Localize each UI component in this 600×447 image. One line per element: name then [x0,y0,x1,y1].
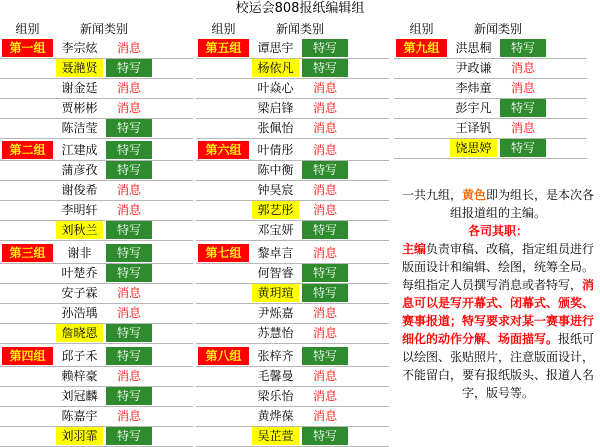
feature-type-cell[interactable]: 特写 [106,387,152,405]
feature-type-cell[interactable]: 特写 [106,324,152,342]
group-label[interactable]: 第一组 [2,39,53,57]
notes-duties-title: 各司其职： [467,224,528,238]
table-row[interactable] [196,386,389,407]
leader-name-cell[interactable]: 詹晓恩 [56,324,103,342]
member-name-cell[interactable]: 李炜童 [455,81,492,95]
feature-type-cell[interactable]: 特写 [106,427,152,445]
feature-type-cell[interactable]: 特写 [302,284,348,302]
news-type-cell[interactable]: 消息 [302,119,348,137]
group-label[interactable]: 第五组 [198,39,249,57]
leader-name-cell[interactable]: 郭艺彤 [252,201,299,219]
table-row[interactable] [196,283,389,304]
table-row[interactable] [0,346,193,367]
table-row[interactable] [196,426,389,447]
table-row[interactable] [196,140,389,161]
member-name-cell[interactable]: 李宗炫 [61,41,98,55]
member-name-cell[interactable]: 邓宝妍 [257,223,294,237]
member-name-cell[interactable]: 刘冠麟 [61,389,98,403]
member-name-cell[interactable]: 邱子禾 [61,349,98,363]
table-row[interactable] [0,406,193,427]
news-type-cell[interactable]: 消息 [106,99,152,117]
table-row[interactable] [196,38,389,59]
table-row[interactable] [196,406,389,427]
feature-type-cell[interactable]: 特写 [106,161,152,179]
table-row[interactable] [0,263,193,284]
table-row[interactable] [0,220,193,241]
member-name-cell[interactable]: 赖梓豪 [61,369,98,383]
group-block [0,38,193,138]
leader-name-cell[interactable]: 刘羽霏 [56,427,103,445]
table-row[interactable] [196,200,389,221]
news-type-cell[interactable]: 消息 [302,99,348,117]
member-name-cell[interactable]: 彭宇凡 [455,101,492,115]
feature-type-cell[interactable]: 特写 [302,39,348,57]
member-name-cell[interactable]: 安子霖 [61,286,98,300]
member-name-cell[interactable]: 尹政谦 [455,61,492,75]
table-row[interactable] [196,98,389,119]
news-type-cell[interactable]: 消息 [106,181,152,199]
table-row[interactable] [0,58,193,79]
news-type-cell[interactable]: 消息 [302,141,348,159]
notes-panel [398,186,598,436]
member-name-cell[interactable]: 陈洁莹 [61,121,98,135]
leader-name-cell[interactable]: 聂滟贤 [56,59,103,77]
table-row[interactable] [0,98,193,119]
news-type-cell[interactable]: 消息 [302,324,348,342]
news-type-cell[interactable]: 消息 [302,387,348,405]
table-row[interactable] [196,243,389,264]
news-type-cell[interactable]: 消息 [302,244,348,262]
member-name-cell[interactable]: 蒲彦孜 [61,163,98,177]
news-type-cell[interactable]: 消息 [500,119,546,137]
news-type-cell[interactable]: 消息 [106,79,152,97]
group-label[interactable]: 第四组 [2,347,53,365]
table-row[interactable] [0,38,193,59]
table-row[interactable] [394,118,587,139]
table-row[interactable] [0,283,193,304]
notes-assign: 每组指定人员撰写消息或者特写， [401,278,582,292]
group-block [394,38,587,158]
feature-type-cell[interactable]: 特写 [106,119,152,137]
group-block [196,38,389,138]
header-group-col-1: 组别 [15,22,40,36]
feature-type-cell[interactable]: 特写 [500,99,546,117]
feature-type-cell[interactable]: 特写 [302,264,348,282]
table-row[interactable] [196,180,389,201]
feature-type-cell[interactable]: 特写 [106,221,152,239]
member-name-cell[interactable]: 王译钒 [455,121,492,135]
member-name-cell[interactable]: 黎卓言 [257,246,294,260]
member-name-cell[interactable]: 李明轩 [61,203,98,217]
news-type-cell[interactable]: 消息 [302,79,348,97]
leader-name-cell[interactable]: 饶思婷 [450,139,497,157]
notes-editor-text: 负责审稿、改稿，指定组员进行版面设计和编辑、绘图，统筹全局。 [401,242,595,274]
table-row[interactable] [0,243,193,264]
member-name-cell[interactable]: 黄烨葆 [257,409,294,423]
member-name-cell[interactable]: 谭思宇 [257,41,294,55]
group-label[interactable]: 第七组 [198,244,249,262]
notes-red-text: 消息可以是写开幕式、闭幕式、颁奖、赛事报道；特写要求对某一赛事进行细化的动作分解、场面描写。 [401,278,595,346]
group-block [196,243,389,343]
table-row[interactable] [196,346,389,367]
table-row[interactable] [196,303,389,324]
leader-name-cell[interactable]: 吴芷萱 [252,427,299,445]
feature-type-cell[interactable]: 特写 [106,347,152,365]
feature-type-cell[interactable]: 特写 [500,39,546,57]
table-row[interactable] [0,180,193,201]
member-name-cell[interactable]: 谢俊希 [61,183,98,197]
group-label[interactable]: 第三组 [2,244,53,262]
table-row[interactable] [0,366,193,387]
header-group-col-3: 组别 [409,22,434,36]
news-type-cell[interactable]: 消息 [302,367,348,385]
table-row[interactable] [394,58,587,79]
leader-name-cell[interactable]: 黄玥瑄 [252,284,299,302]
news-type-cell[interactable]: 消息 [106,284,152,302]
feature-type-cell[interactable]: 特写 [106,244,152,262]
table-row[interactable] [0,118,193,139]
table-row[interactable] [0,200,193,221]
table-row[interactable] [0,426,193,447]
group-block [0,243,193,343]
group-label[interactable]: 第六组 [198,141,249,159]
feature-type-cell[interactable]: 特写 [302,221,348,239]
member-name-cell[interactable]: 江建成 [61,143,98,157]
table-row[interactable] [394,138,587,159]
table-row[interactable] [394,38,587,59]
member-name-cell[interactable]: 梁乐怡 [257,389,294,403]
table-row[interactable] [196,220,389,241]
header-category-col-1: 新闻类别 [79,22,128,36]
group-block [196,346,389,446]
group-label[interactable]: 第九组 [396,39,447,57]
feature-type-cell[interactable]: 特写 [106,264,152,282]
group-block [0,140,193,240]
group-block [0,346,193,446]
header-group-col-2: 组别 [211,22,236,36]
member-name-cell[interactable]: 张佩怡 [257,121,294,135]
table-row[interactable] [394,98,587,119]
table-row[interactable] [0,386,193,407]
table-row[interactable] [196,118,389,139]
table-row[interactable] [0,140,193,161]
table-row[interactable] [196,263,389,284]
member-name-cell[interactable]: 贾彬彬 [61,101,98,115]
table-row[interactable] [196,58,389,79]
news-type-cell[interactable]: 消息 [500,59,546,77]
notes-intro-rest: 即为组长，是本次各组报道组的主编。 [449,188,595,220]
member-name-cell[interactable]: 叶焱心 [257,81,294,95]
member-name-cell[interactable]: 尹烁嘉 [257,306,294,320]
member-name-cell[interactable]: 陈中衡 [257,163,294,177]
group-label[interactable]: 第八组 [198,347,249,365]
feature-type-cell[interactable]: 特写 [106,59,152,77]
feature-type-cell[interactable]: 特写 [302,347,348,365]
table-row[interactable] [196,323,389,344]
member-name-cell[interactable]: 梁启锋 [257,101,294,115]
page-title: 校运会808报纸编辑组 [235,1,365,16]
news-type-cell[interactable]: 消息 [500,79,546,97]
notes-tail: 报纸可以绘图、张贴照片，注意版面设计，不能留白，要有报纸版头、报道人名字，版号等。 [401,332,595,400]
header-category-col-2: 新闻类别 [275,22,324,36]
table-row[interactable] [0,303,193,324]
news-type-cell[interactable]: 消息 [302,407,348,425]
news-type-cell[interactable]: 消息 [106,367,152,385]
news-type-cell[interactable]: 消息 [106,407,152,425]
table-row[interactable] [0,323,193,344]
table-row[interactable] [0,160,193,181]
table-row[interactable] [196,78,389,99]
member-name-cell[interactable]: 苏慧怡 [257,326,294,340]
leader-name-cell[interactable]: 杨依凡 [252,59,299,77]
news-type-cell[interactable]: 消息 [302,181,348,199]
notes-editor-label: 主编 [401,242,426,256]
member-name-cell[interactable]: 洪思桐 [455,41,492,55]
news-type-cell[interactable]: 消息 [106,39,152,57]
leader-name-cell[interactable]: 刘秋兰 [56,221,103,239]
feature-type-cell[interactable]: 特写 [302,59,348,77]
member-name-cell[interactable]: 钟昊宸 [257,183,294,197]
table-row[interactable] [0,78,193,99]
news-type-cell[interactable]: 消息 [106,201,152,219]
group-block [196,140,389,240]
member-name-cell[interactable]: 叶楚乔 [61,266,98,280]
member-name-cell[interactable]: 何智睿 [257,266,294,280]
member-name-cell[interactable]: 谢非 [67,246,92,260]
feature-type-cell[interactable]: 特写 [302,161,348,179]
table-row[interactable] [196,160,389,181]
member-name-cell[interactable]: 张梓齐 [257,349,294,363]
feature-type-cell[interactable]: 特写 [302,427,348,445]
member-name-cell[interactable]: 陈嘉宇 [61,409,98,423]
group-label[interactable]: 第二组 [2,141,53,159]
feature-type-cell[interactable]: 特写 [106,141,152,159]
member-name-cell[interactable]: 毛馨曼 [257,369,294,383]
feature-type-cell[interactable]: 特写 [500,139,546,157]
table-row[interactable] [196,366,389,387]
member-name-cell[interactable]: 叶倩彤 [257,143,294,157]
header-category-col-3: 新闻类别 [473,22,522,36]
member-name-cell[interactable]: 谢金廷 [61,81,98,95]
notes-intro: 一共九组， [401,188,462,202]
member-name-cell[interactable]: 孙浩瑀 [61,306,98,320]
notes-yellow-word: 黄色 [461,188,486,202]
news-type-cell[interactable]: 消息 [302,304,348,322]
news-type-cell[interactable]: 消息 [302,201,348,219]
news-type-cell[interactable]: 消息 [106,304,152,322]
table-row[interactable] [394,78,587,99]
